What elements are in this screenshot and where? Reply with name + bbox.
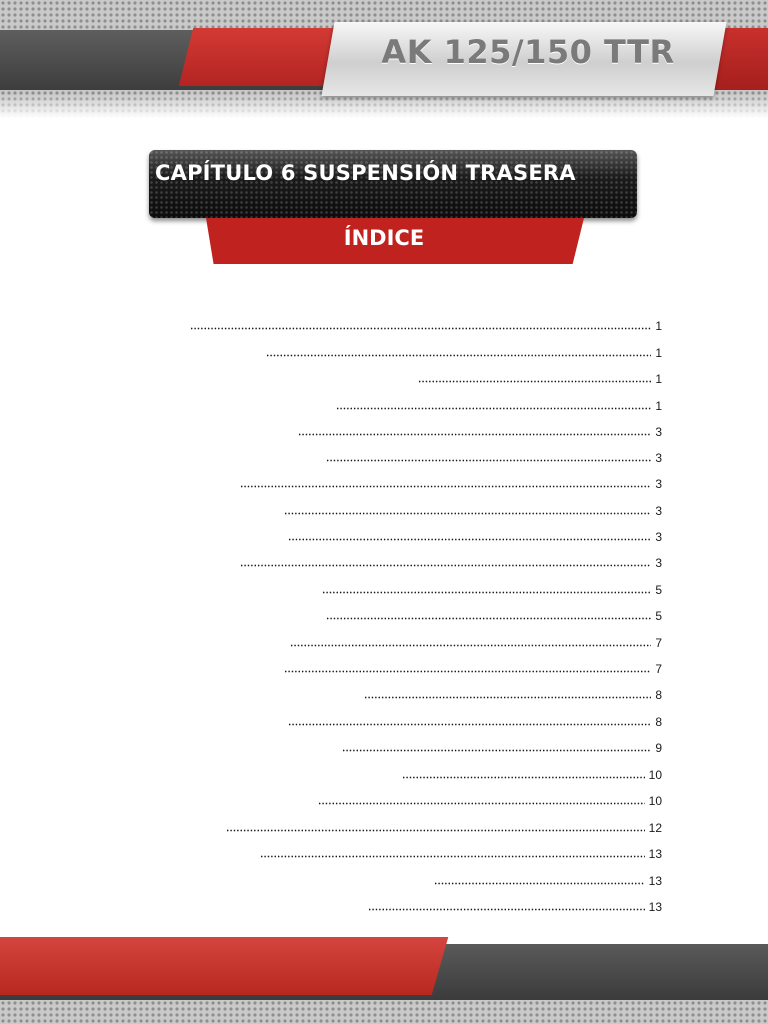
toc-dot-leader — [318, 802, 645, 805]
toc-dot-leader — [240, 564, 651, 567]
toc-dot-leader — [290, 644, 651, 647]
toc-dot-leader — [298, 433, 651, 436]
toc-page-number: 1 — [655, 319, 662, 333]
toc-page-number: 3 — [655, 504, 662, 518]
toc-dot-leader — [266, 354, 651, 357]
toc-entry — [342, 737, 662, 755]
toc-page-number: 12 — [648, 821, 662, 835]
toc-page-number: 13 — [648, 847, 662, 861]
footer-red-stripe — [0, 937, 448, 995]
toc-dot-leader — [434, 882, 645, 885]
toc-page-number: 9 — [655, 741, 662, 755]
toc-page-number: 1 — [655, 372, 662, 386]
toc-entry — [418, 368, 662, 386]
chapter-title: CAPÍTULO 6 SUSPENSIÓN TRASERA — [155, 161, 576, 185]
footer-texture — [0, 1000, 768, 1024]
toc-entry — [402, 764, 662, 782]
toc-page-number: 1 — [655, 346, 662, 360]
toc-dot-leader — [402, 776, 645, 779]
toc-entry — [326, 447, 662, 465]
toc-page-number: 3 — [655, 477, 662, 491]
toc-dot-leader — [190, 327, 651, 330]
toc-page-number: 3 — [655, 556, 662, 570]
toc-page-number: 10 — [648, 794, 662, 808]
toc-dot-leader — [240, 485, 651, 488]
toc-dot-leader — [368, 908, 645, 911]
toc-entry — [322, 579, 662, 597]
toc-dot-leader — [288, 723, 651, 726]
toc-entry — [260, 843, 662, 861]
index-heading: ÍNDICE — [343, 226, 425, 250]
toc-entry — [298, 421, 662, 439]
toc-page-number: 3 — [655, 451, 662, 465]
toc-dot-leader — [418, 380, 651, 383]
toc-entry — [368, 896, 662, 914]
toc-page-number: 10 — [648, 768, 662, 782]
toc-dot-leader — [326, 459, 651, 462]
toc-dot-leader — [336, 407, 651, 410]
toc-entry — [288, 711, 662, 729]
toc-entry — [240, 473, 662, 491]
toc-dot-leader — [364, 696, 651, 699]
toc-page-number: 7 — [655, 636, 662, 650]
toc-page-number: 7 — [655, 662, 662, 676]
toc-entry — [240, 552, 662, 570]
toc-entry — [284, 658, 662, 676]
toc-entry — [226, 817, 662, 835]
toc-dot-leader — [342, 749, 651, 752]
toc-page-number: 8 — [655, 688, 662, 702]
toc-page-number: 3 — [655, 530, 662, 544]
toc-page-number: 3 — [655, 425, 662, 439]
toc-dot-leader — [322, 591, 651, 594]
toc-dot-leader — [260, 855, 645, 858]
toc-dot-leader — [284, 670, 651, 673]
toc-entry — [326, 605, 662, 623]
toc-entry — [288, 526, 662, 544]
toc-entry — [318, 790, 662, 808]
toc-entry — [190, 315, 662, 333]
toc-entry — [290, 632, 662, 650]
toc-dot-leader — [288, 538, 651, 541]
toc-entry — [266, 342, 662, 360]
toc-entry — [336, 395, 662, 413]
toc-page-number: 1 — [655, 399, 662, 413]
model-title: AK 125/150 TTR — [381, 33, 675, 71]
toc-page-number: 13 — [648, 900, 662, 914]
toc-entry — [364, 684, 662, 702]
toc-dot-leader — [326, 617, 651, 620]
toc-page-number: 8 — [655, 715, 662, 729]
toc-entry — [434, 870, 662, 888]
toc-dot-leader — [226, 829, 645, 832]
toc-entry — [284, 500, 662, 518]
toc-page-number: 13 — [648, 874, 662, 888]
toc-dot-leader — [284, 512, 651, 515]
toc-page-number: 5 — [655, 583, 662, 597]
toc-page-number: 5 — [655, 609, 662, 623]
